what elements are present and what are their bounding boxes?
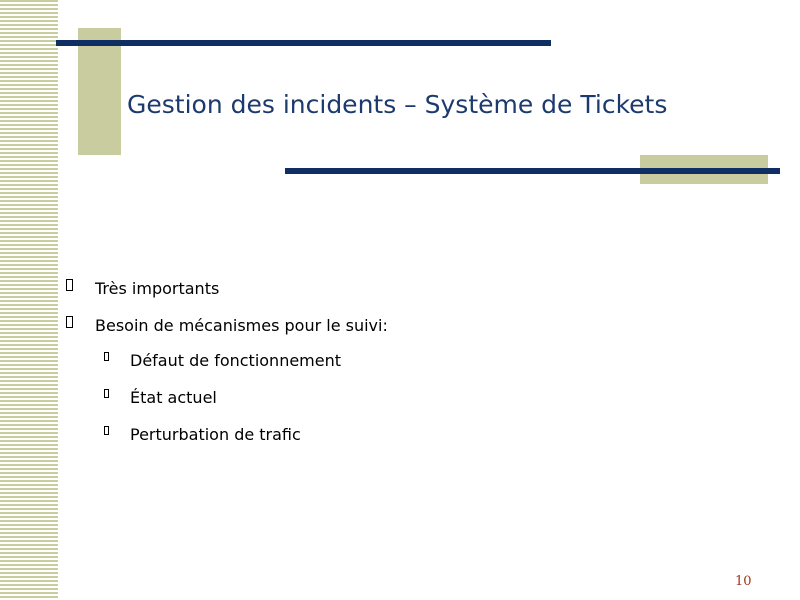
navy-line-bottom-decoration bbox=[285, 168, 780, 174]
small-square-bullet-icon bbox=[104, 426, 109, 435]
square-bullet-icon bbox=[66, 279, 73, 291]
striped-sidebar-decoration bbox=[0, 0, 58, 600]
bullet-item bbox=[62, 312, 762, 349]
bullet-list bbox=[62, 275, 762, 460]
sub-bullet-text: Défaut de fonctionnement bbox=[130, 351, 342, 370]
navy-line-top-decoration bbox=[56, 40, 551, 46]
bullet-item bbox=[62, 275, 762, 312]
sub-bullet-item bbox=[62, 386, 762, 423]
bullet-text: Besoin de mécanismes pour le suivi: bbox=[95, 316, 388, 335]
square-bullet-icon bbox=[66, 316, 73, 328]
sub-bullet-text: Perturbation de trafic bbox=[130, 425, 301, 444]
olive-block-left-decoration bbox=[78, 28, 121, 155]
bullet-text: Très importants bbox=[95, 279, 220, 298]
small-square-bullet-icon bbox=[104, 352, 109, 361]
slide-title: Gestion des incidents – Système de Tickets bbox=[127, 90, 668, 119]
sub-bullet-text: État actuel bbox=[130, 388, 217, 407]
sub-bullet-item bbox=[62, 423, 762, 460]
sub-bullet-item bbox=[62, 349, 762, 386]
sidebar-edge bbox=[58, 0, 60, 600]
small-square-bullet-icon bbox=[104, 389, 109, 398]
page-number: 10 bbox=[735, 574, 752, 589]
